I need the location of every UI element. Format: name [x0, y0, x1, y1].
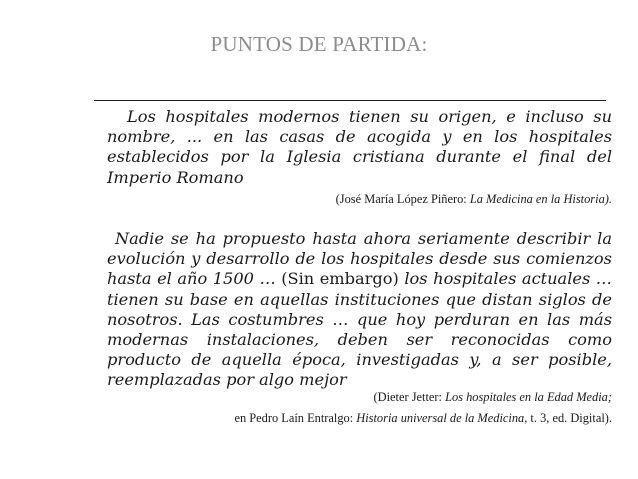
quote2-line: modernas instalaciones, deben ser reconocidas como: [107, 330, 612, 350]
quote2-line3-start: hasta el año 1500 …: [107, 269, 282, 289]
title-divider: [94, 100, 606, 101]
citation-jetter: [374, 389, 612, 405]
citation-work-title: La Medicina en la Historia).: [469, 192, 612, 206]
citation-author: (José María López Piñero:: [335, 192, 470, 206]
quote2-line: tienen su base en aquellas instituciones que distan siglos de: [107, 289, 612, 309]
slide-title: PUNTOS DE PARTIDA:: [210, 32, 428, 56]
quote1-line: nombre, ... en las casas de acogida y en los hospitales: [107, 127, 612, 147]
quote2-line: [107, 269, 612, 289]
quote2-line: producto de aquella época, investigadas y, a ser posible,: [107, 350, 612, 370]
quote1-line: Imperio Romano: [107, 167, 244, 187]
citation-lain-entralgo: [234, 410, 612, 426]
citation-lopez-pinero: [336, 191, 612, 207]
quote-lopez-pinero: [107, 107, 612, 188]
citation-work-title: Historia universal de la Medicina: [356, 411, 525, 425]
quote2-interjection: (Sin embargo): [281, 269, 405, 289]
quote2-line: reemplazadas por algo mejor: [107, 370, 347, 390]
quote2-line: evolución y desarrollo de los hospitales desde sus comienzos: [107, 249, 612, 269]
citation-work-title: Los hospitales en la Edad Media;: [445, 390, 612, 404]
quote2-line: Nadie se ha propuesto hasta ahora seriamente describir la: [115, 229, 612, 248]
quote2-line3-end: los hospitales actuales …: [404, 269, 612, 289]
quote-jetter: [107, 229, 612, 391]
citation-author: (Dieter Jetter:: [373, 390, 446, 404]
quote1-line: establecidos por la Iglesia cristiana durante el final del: [107, 147, 612, 167]
citation-author: en Pedro Laín Entralgo:: [234, 411, 357, 425]
quote1-line: Los hospitales modernos tienen su origen, e incluso su: [127, 107, 612, 126]
citation-details: , t. 3, ed. Digital).: [524, 411, 612, 425]
quote2-line: nosotros. Las costumbres … que hoy perduran en las más: [107, 309, 612, 329]
